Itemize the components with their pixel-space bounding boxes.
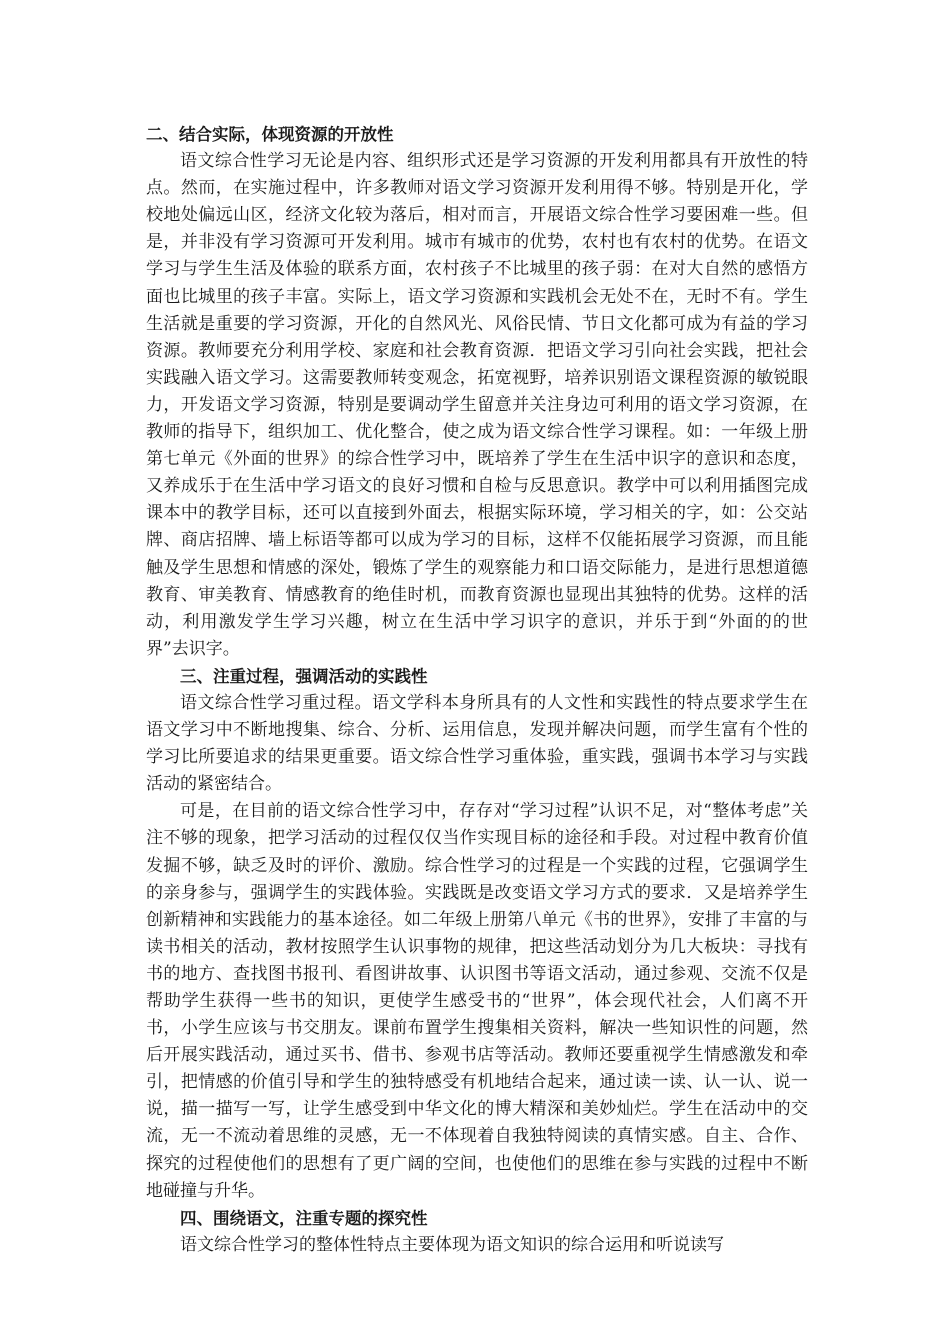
paragraph: 语文综合性学习无论是内容、组织形式还是学习资源的开发利用都具有开放性的特点。然而，在实施过程中，许多教师对语文学习资源开发利用得不够。特别是开化，学校地处偏远山区，经济文化较为落后，相对而言，开展语文综合性学习要困难一些。但是，并非没有学习资源可开发利用。城市有城市的优势，农村也有农村的优势。在语文学习与学生生活及体验的联系方面，农村孩子不比城里的孩子弱：在对大自然的感悟方面也比城里的孩子丰富。实际上，语文学习资源和实践机会无处不在，无时不有。学生生活就是重要的学习资源，开化的自然风光、风俗民情、节日文化都可成为有益的学习资源。教师要充分利用学校、家庭和社会教育资源．把语文学习引向社会实践，把社会实践融入语文学习。这需要教师转变观念，拓宽视野，培养识别语文课程资源的敏锐眼力，开发语文学习资源，特别是要调动学生留意并关注身边可利用的语文学习资源，在教师的指导下，组织加工、优化整合，使之成为语文综合性学习课程。如：一年级上册第七单元《外面的世界》的综合性学习中，既培养了学生在生活中识字的意识和态度，又养成乐于在生活中学习语文的良好习惯和自检与反思意识。教学中可以利用插图完成课本中的教学目标，还可以直接到外面去，根据实际环境，学习相关的字，如：公交站牌、商店招牌、墙上标语等都可以成为学习的目标，这样不仅能拓展学习资源，而且能触及学生思想和情感的深处，锻炼了学生的观察能力和口语交际能力，是进行思想道德教育、审美教育、情感教育的绝佳时机，而教育资源也显现出其独特的优势。这样的活动，利用激发学生学习兴趣，树立在生活中学习识字的意识，并乐于到“外面的的世界”去识字。 <box>146 151 808 659</box>
paragraph: 语文综合性学习的整体性特点主要体现为语文知识的综合运用和听说读写 <box>180 1234 724 1255</box>
section-heading-2: 二、结合实际，体现资源的开放性 <box>146 125 394 144</box>
document-body <box>146 121 808 1259</box>
section-heading-4: 四、围绕语文，注重专题的探究性 <box>180 1208 428 1228</box>
paragraph: 可是，在目前的语文综合性学习中，存存对“学习过程”认识不足，对“整体考虑”关注不够的现象，把学习活动的过程仅仅当作实现目标的途径和手段。对过程中教育价值发掘不够，缺乏及时的评价、激励。综合性学习的过程是一个实践的过程，它强调学生的亲身参与，强调学生的实践体验。实践既是改变语文学习方式的要求．又是培养学生创新精神和实践能力的基本途径。如二年级上册第八单元《书的世界》，安排了丰富的与读书相关的活动，教材按照学生认识事物的规律，把这些活动划分为几大板块：寻找有书的地方、查找图书报刊、看图讲故事、认识图书等语文活动，通过参观、交流不仅是帮助学生获得一些书的知识，更使学生感受书的“世界”，体会现代社会，人们离不开书，小学生应该与书交朋友。课前布置学生搜集相关资料，解决一些知识性的问题，然后开展实践活动，通过买书、借书、参观书店等活动。教师还要重视学生情感激发和牵引，把情感的价值引导和学生的独特感受有机地结合起来，通过读一读、认一认、说一说，描一描写一写，让学生感受到中华文化的博大精深和美妙灿烂。学生在活动中的交流，无一不流动着思维的灵感，无一不体现着自我独特阅读的真情实感。自主、合作、探究的过程使他们的思想有了更广阔的空间，也使他们的思维在参与实践的过程中不断地碰撞与升华。 <box>146 801 808 1201</box>
section-heading-3: 三、注重过程，强调活动的实践性 <box>180 666 428 686</box>
paragraph: 语文综合性学习重过程。语文学科本身所具有的人文性和实践性的特点要求学生在语文学习中不断地搜集、综合、分析、运用信息，发现并解决问题，而学生富有个性的学习比所要追求的结果更重要。语文综合性学习重体验，重实践，强调书本学习与实践活动的紧密结合。 <box>146 692 808 795</box>
